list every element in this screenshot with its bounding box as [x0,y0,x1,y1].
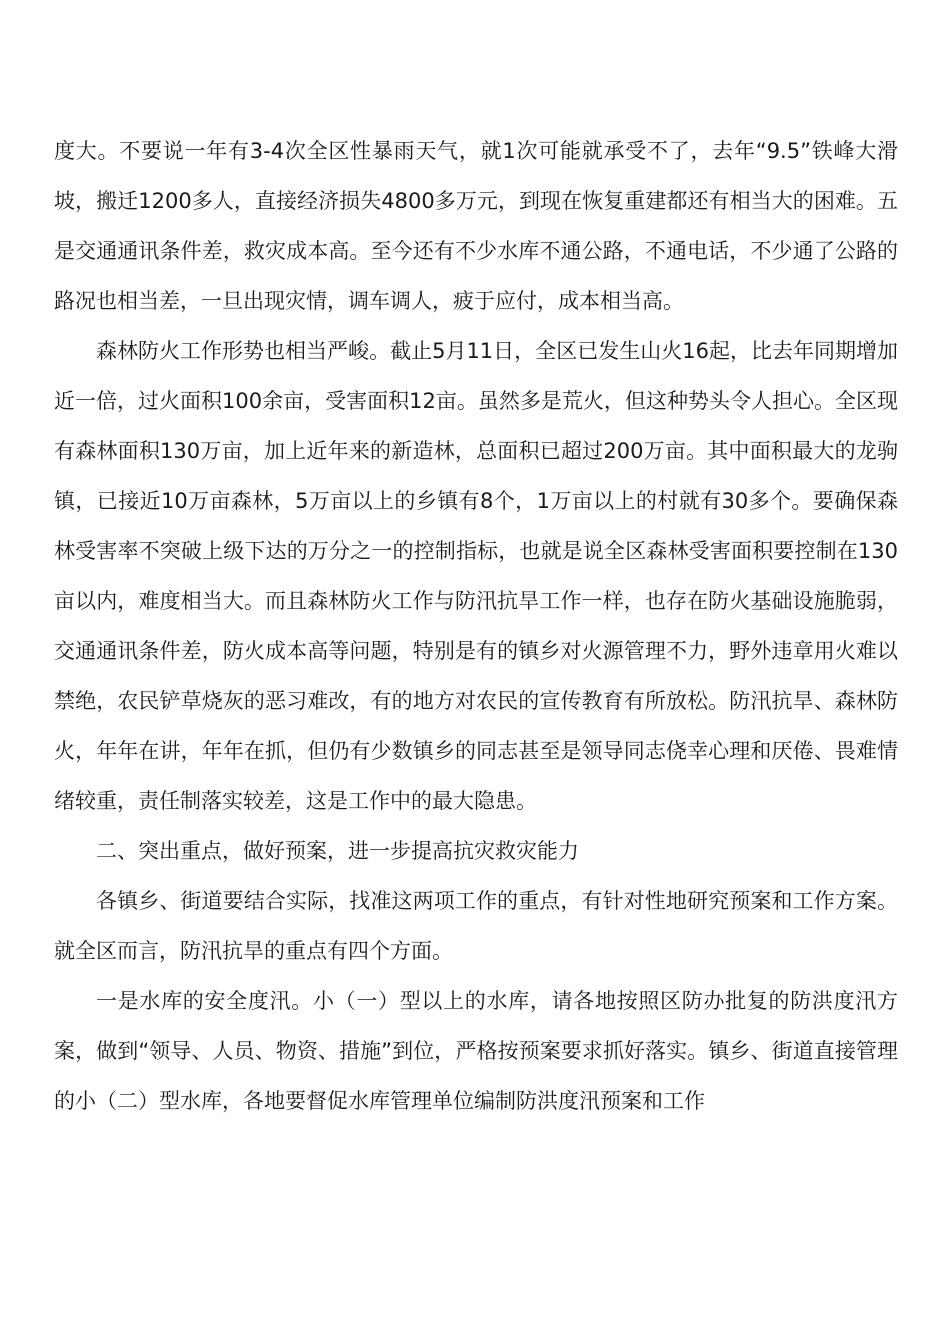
section-heading: 二、突出重点，做好预案，进一步提高抗灾救灾能力 [96,839,579,863]
paragraph-continuation: 度大。不要说一年有3-4次全区性暴雨天气，就1次可能就承受不了，去年“9.5”铁峰大滑坡，搬迁1200多人，直接经济损失4800多万元，到现在恢复重建都还有相当大的困难。五是交通通讯条件差，救灾成本高。至今还有不少水库不通公路，不通电话，不少通了公路的路况也相当差，一旦出现灾情，调车调人，疲于应付，成本相当高。 [54,139,898,313]
paragraph-key-points: 各镇乡、街道要结合实际，找准这两项工作的重点，有针对性地研究预案和工作方案。就全区而言，防汛抗旱的重点有四个方面。 [54,889,898,963]
document-body [54,126,898,1126]
paragraph-reservoir-safety: 一是水库的安全度汛。小（一）型以上的水库，请各地按照区防办批复的防洪度汛方案，做到“领导、人员、物资、措施”到位，严格按预案要求抓好落实。镇乡、街道直接管理的小（二）型水库，各地要督促水库管理单位编制防洪度汛预案和工作 [54,989,898,1113]
paragraph-forest-fire: 森林防火工作形势也相当严峻。截止5月11日，全区已发生山火16起，比去年同期增加近一倍，过火面积100余亩，受害面积12亩。虽然多是荒火，但这种势头令人担心。全区现有森林面积130万亩，加上近年来的新造林，总面积已超过200万亩。其中面积最大的龙驹镇，已接近10万亩森林，5万亩以上的乡镇有8个，1万亩以上的村就有30多个。要确保森林受害率不突破上级下达的万分之一的控制指标，也就是说全区森林受害面积要控制在130亩以内，难度相当大。而且森林防火工作与防汛抗旱工作一样，也存在防火基础设施脆弱，交通通讯条件差，防火成本高等问题，特别是有的镇乡对火源管理不力，野外违章用火难以禁绝，农民铲草烧灰的恶习难改，有的地方对农民的宣传教育有所放松。防汛抗旱、森林防火，年年在讲，年年在抓，但仍有少数镇乡的同志甚至是领导同志侥幸心理和厌倦、畏难情绪较重，责任制落实较差，这是工作中的最大隐患。 [54,339,898,813]
